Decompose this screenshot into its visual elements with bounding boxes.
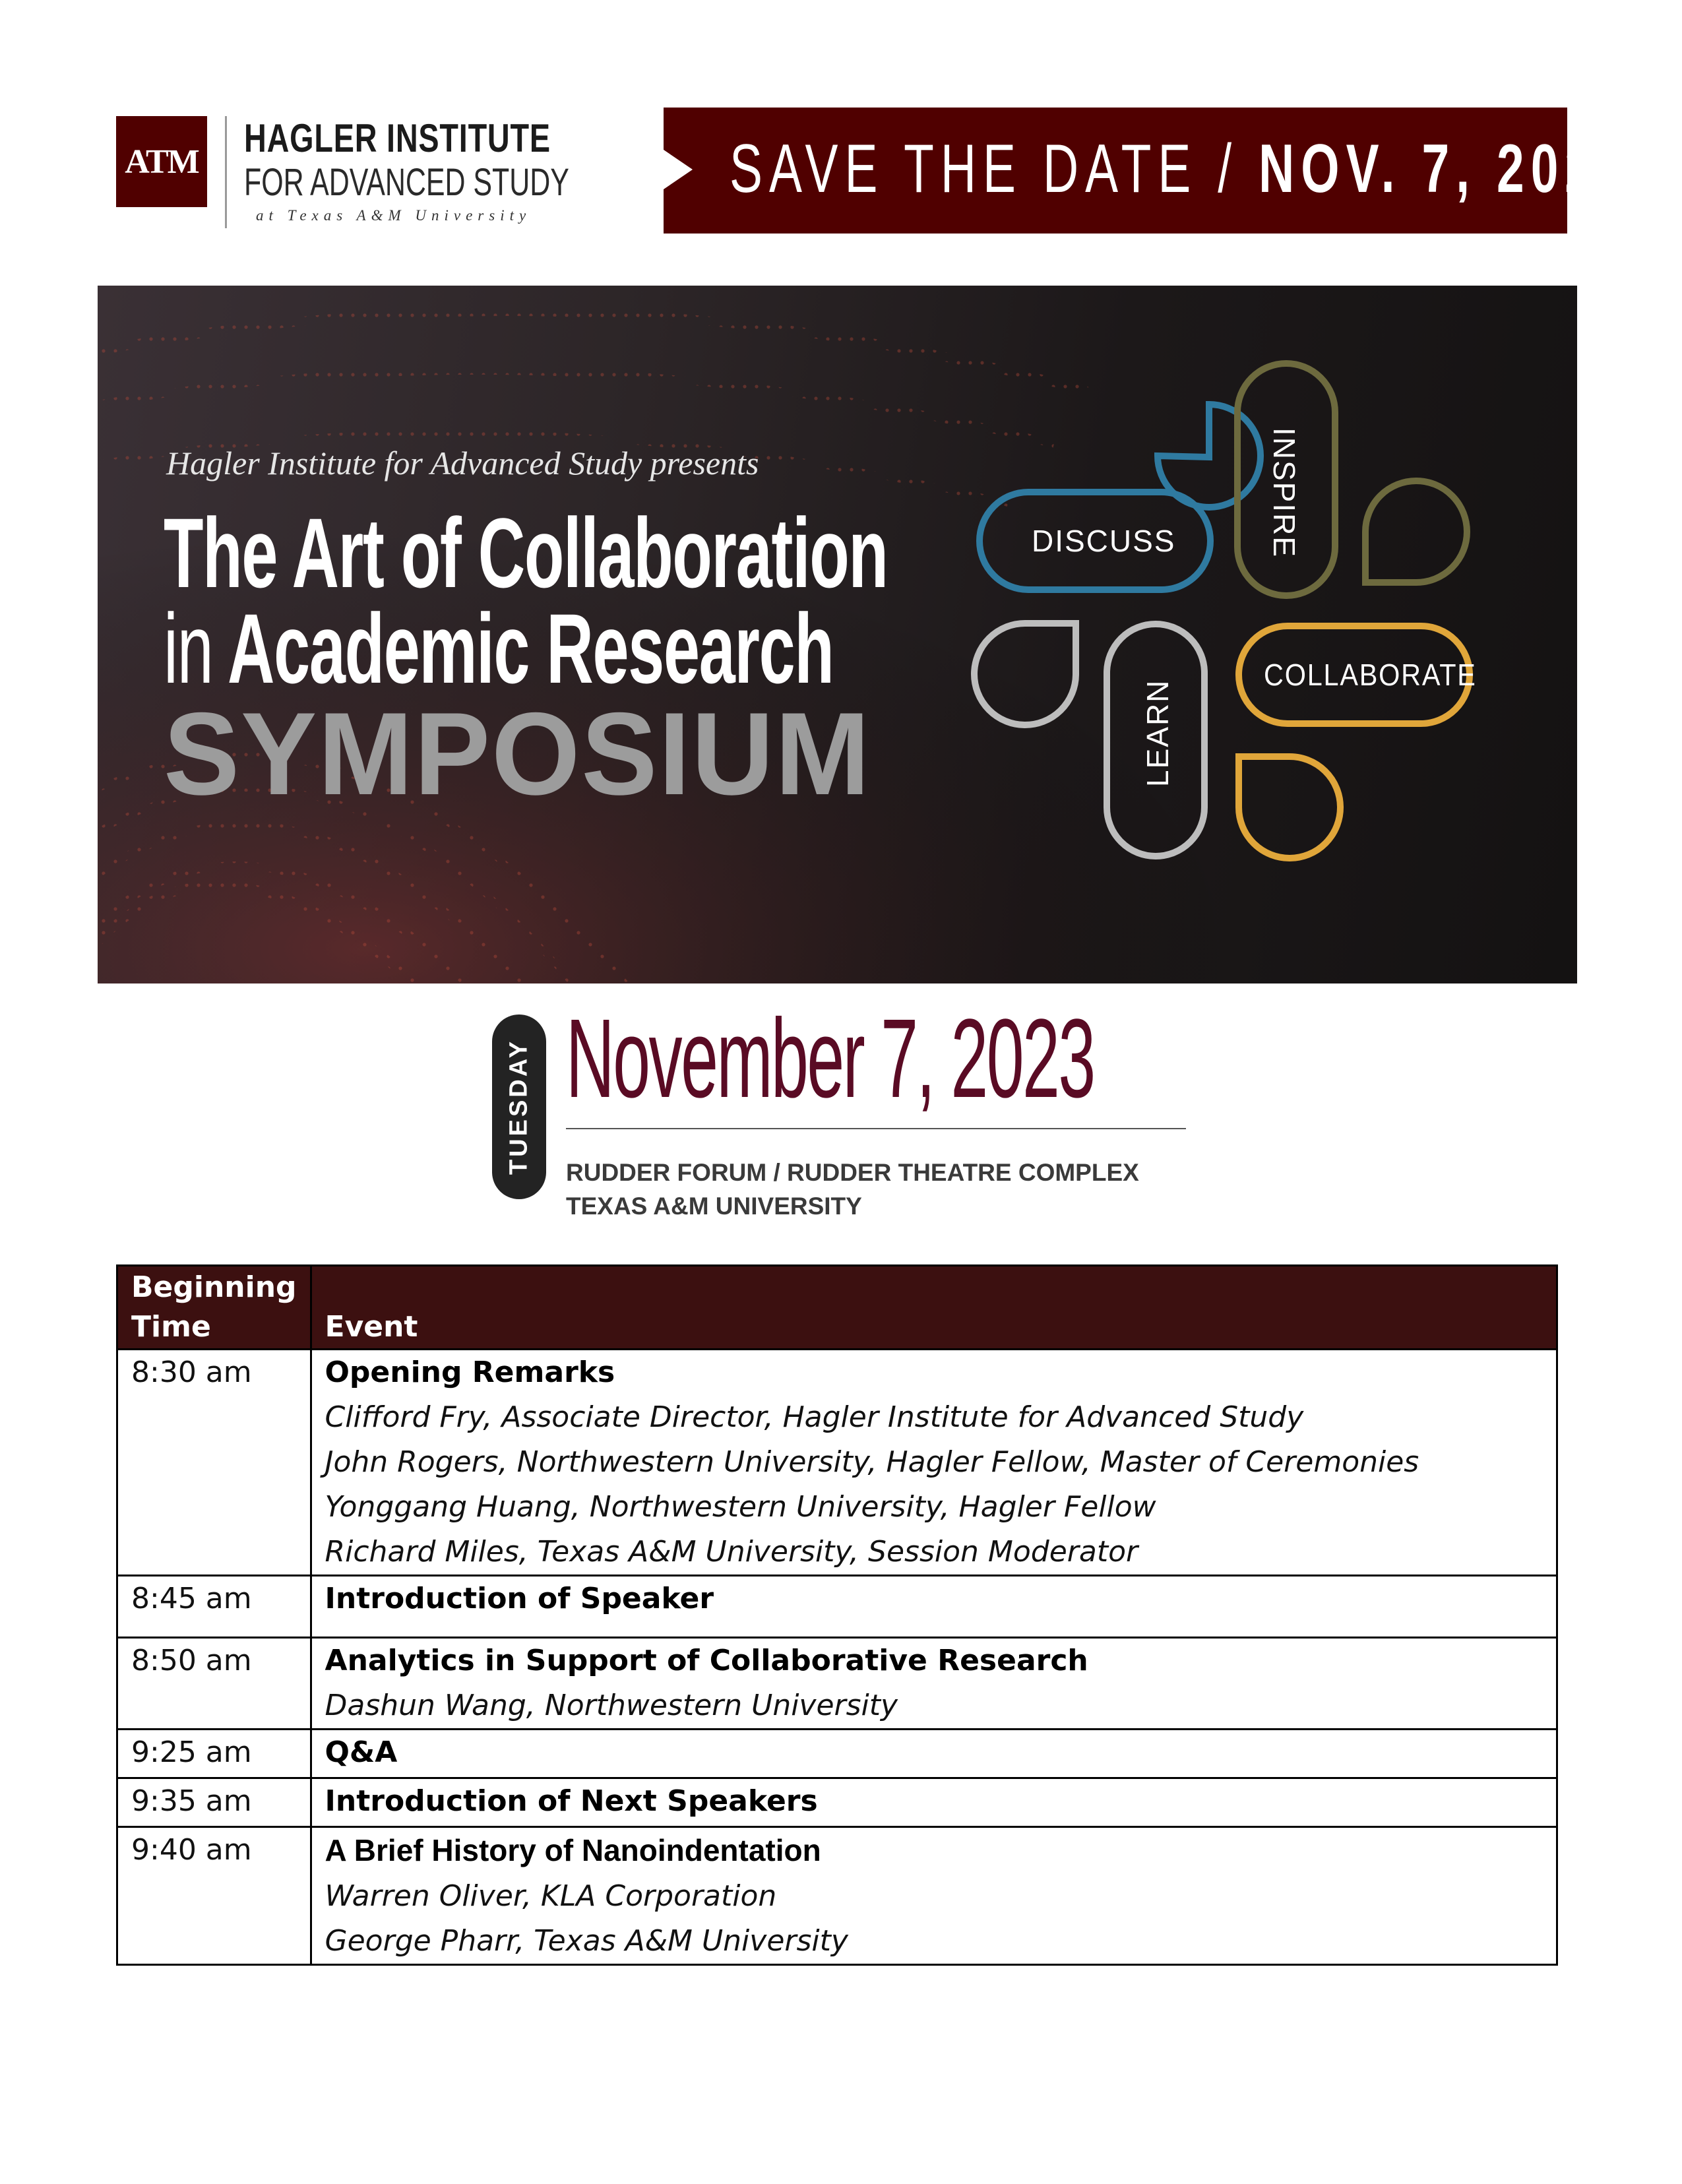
logo-wordmark xyxy=(244,116,683,224)
table-row xyxy=(117,1350,1557,1576)
save-the-date-text xyxy=(730,133,1633,205)
row-time: 9:40 am xyxy=(117,1827,311,1965)
event-person: Richard Miles, Texas A&M University, Session Moderator xyxy=(325,1535,1138,1569)
inspire-label: INSPIRE xyxy=(1267,427,1301,559)
event-person: Dashun Wang, Northwestern University xyxy=(325,1689,898,1722)
event-title: Q&A xyxy=(325,1735,398,1769)
header-event: Event xyxy=(311,1266,1557,1350)
hero-title-line-2 xyxy=(164,593,834,704)
hero-symposium-text: SYMPOSIUM xyxy=(164,688,871,819)
discuss-label: DISCUSS xyxy=(1032,524,1176,558)
atm-emblem-text: ATM xyxy=(125,142,199,181)
event-person: Warren Oliver, KLA Corporation xyxy=(325,1879,777,1913)
row-event xyxy=(311,1778,1557,1827)
symposium-hero-banner xyxy=(98,286,1577,983)
logo-divider xyxy=(225,116,227,228)
event-title: Introduction of Speaker xyxy=(325,1582,714,1615)
row-time: 8:30 am xyxy=(117,1350,311,1576)
header-time-line-2: Time xyxy=(131,1310,211,1344)
learn-label: LEARN xyxy=(1140,679,1175,787)
save-the-date-prefix: SAVE THE DATE / xyxy=(730,131,1239,207)
hero-title-line-1: The Art of Collaboration xyxy=(164,497,888,608)
date-divider xyxy=(566,1128,1186,1129)
hero-title-rest: Academic Research xyxy=(227,593,834,704)
event-person: John Rogers, Northwestern University, Hagler Fellow, Master of Ceremonies xyxy=(325,1445,1419,1479)
schedule-table xyxy=(116,1264,1558,1966)
schedule-header-row xyxy=(117,1266,1557,1350)
collaborate-label: COLLABORATE xyxy=(1264,658,1477,692)
row-time: 8:45 am xyxy=(117,1576,311,1638)
venue-line-1: RUDDER FORUM / RUDDER THEATRE COMPLEX xyxy=(566,1159,1139,1186)
event-person: Yonggang Huang, Northwestern University, Hagler Fellow xyxy=(325,1490,1156,1524)
row-time: 8:50 am xyxy=(117,1638,311,1730)
row-event xyxy=(311,1350,1557,1576)
hero-presents-text: Hagler Institute for Advanced Study presents xyxy=(166,445,759,482)
table-row xyxy=(117,1730,1557,1778)
row-event xyxy=(311,1730,1557,1778)
weekday-pill xyxy=(492,1014,546,1199)
row-event xyxy=(311,1638,1557,1730)
event-person: Clifford Fry, Associate Director, Hagler Institute for Advanced Study xyxy=(325,1400,1304,1434)
venue-line-2: TEXAS A&M UNIVERSITY xyxy=(566,1193,862,1220)
table-row xyxy=(117,1638,1557,1730)
event-date: November 7, 2023 xyxy=(566,996,1094,1121)
logo-line-1: HAGLER INSTITUTE xyxy=(244,116,551,160)
hagler-logo xyxy=(116,116,569,235)
event-title: Introduction of Next Speakers xyxy=(325,1784,818,1818)
logo-line-2: FOR ADVANCED STUDY xyxy=(244,161,569,204)
save-the-date-date: NOV. 7, 2023 xyxy=(1259,131,1633,207)
arrow-right-icon xyxy=(664,150,693,189)
weekday-text: TUESDAY xyxy=(505,1038,533,1175)
header-beginning-time xyxy=(117,1266,311,1350)
event-title: Opening Remarks xyxy=(325,1356,615,1389)
hero-title-in: in xyxy=(164,593,213,704)
row-event xyxy=(311,1827,1557,1965)
event-title: Analytics in Support of Collaborative Research xyxy=(325,1644,1088,1677)
logo-line-3: at Texas A&M University xyxy=(256,207,532,224)
table-row xyxy=(117,1778,1557,1827)
row-event xyxy=(311,1576,1557,1638)
header-time-line-1: Beginning xyxy=(131,1270,297,1304)
event-title: A Brief History of Nanoindentation xyxy=(325,1833,821,1867)
save-the-date-banner xyxy=(664,108,1633,234)
event-person: George Pharr, Texas A&M University xyxy=(325,1924,848,1958)
row-time: 9:25 am xyxy=(117,1730,311,1778)
atm-emblem-icon xyxy=(116,116,207,207)
table-row xyxy=(117,1576,1557,1638)
row-time: 9:35 am xyxy=(117,1778,311,1827)
table-row xyxy=(117,1827,1557,1965)
